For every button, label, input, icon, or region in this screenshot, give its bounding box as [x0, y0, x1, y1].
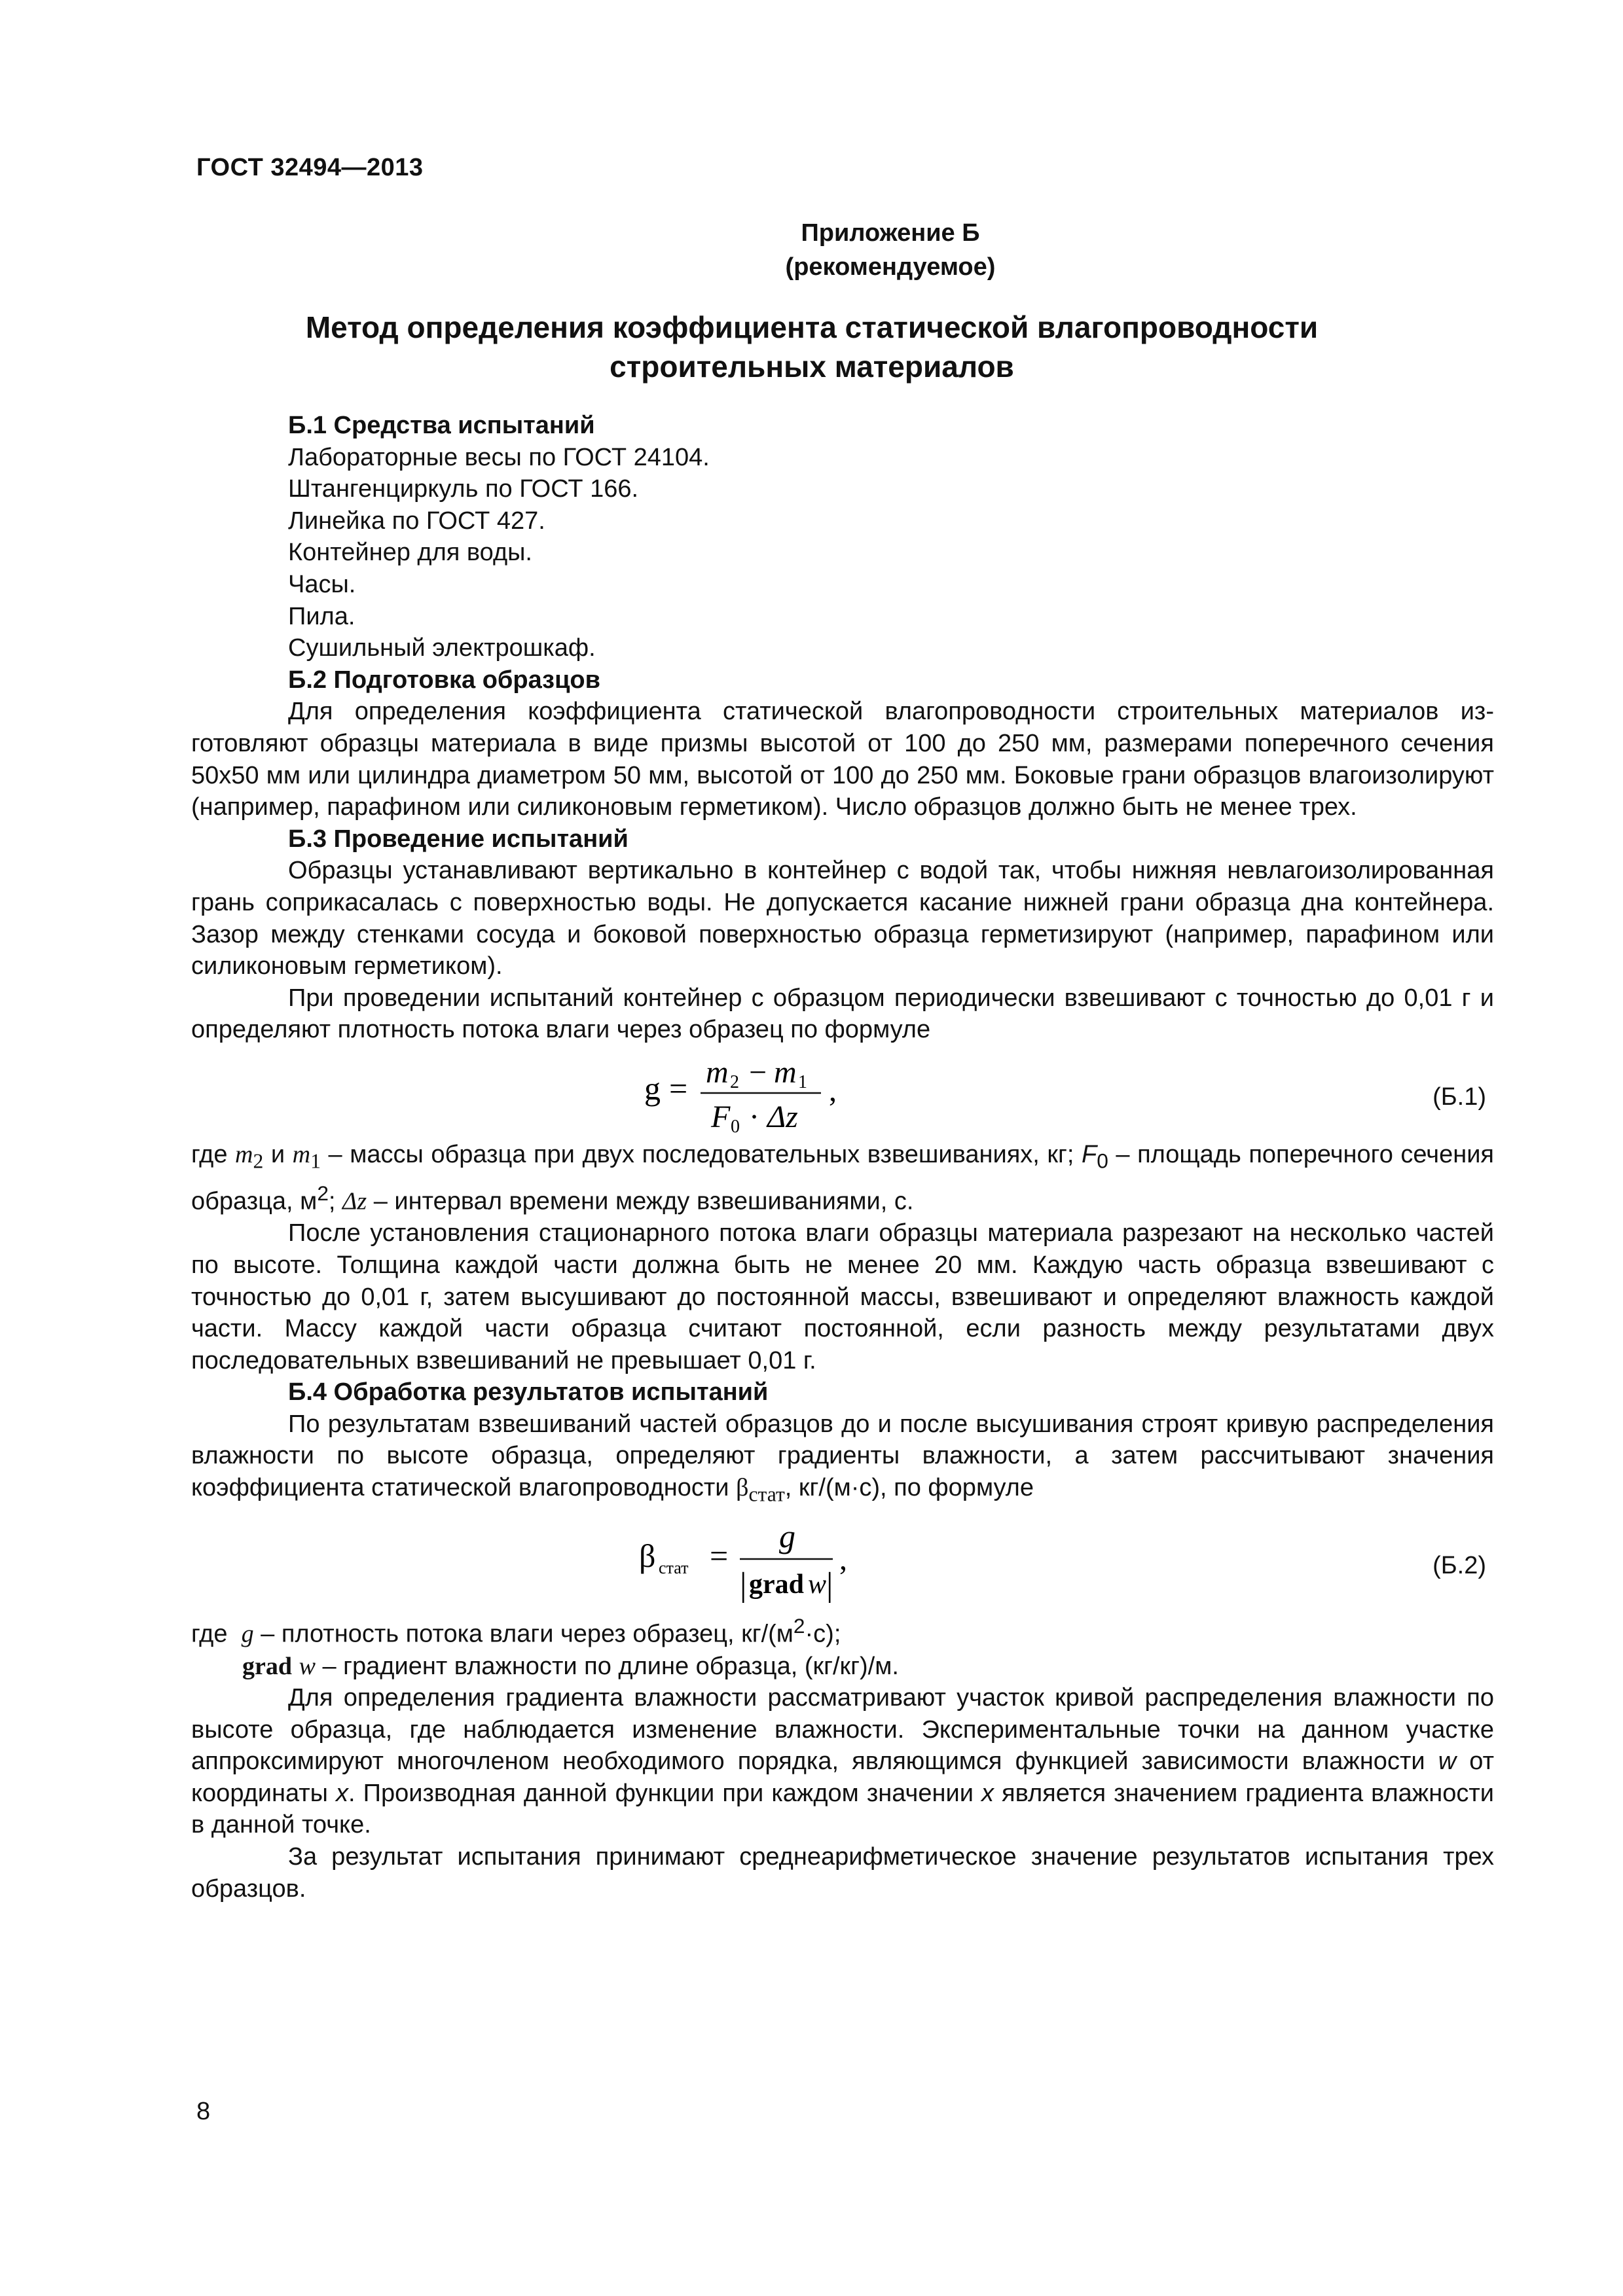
legend-symbol-F0: F [1082, 1140, 1097, 1168]
appendix-status: (рекомендуемое) [785, 253, 996, 281]
legend-symbol-w: w [299, 1652, 316, 1680]
legend-text: – плотность потока влаги через образец, кг/(м [253, 1620, 793, 1648]
formula-b2-beta-sub: стат [659, 1558, 689, 1578]
formula-b2-legend-2 [191, 1651, 1494, 1683]
paragraph-text: По результатам взвешиваний частей образцов до и после высушивания строят кривую распределения влажности по высоте образца, определяют градиенты влажности, а затем рассчитывают значения коэффициента статической влагопроводности [191, 1410, 1494, 1502]
processing-paragraph-3: За результат испытания принимают среднеарифметическое значение результатов испытания трех образцов. [191, 1843, 1494, 1903]
formula-b1-comma: , [829, 1073, 837, 1108]
legend-symbol-m2: m [235, 1140, 253, 1168]
page-number: 8 [196, 2098, 211, 2125]
document-title-line-2: строительных материалов [610, 350, 1014, 384]
processing-paragraph-2 [191, 1682, 1494, 1841]
beta-subscript: стат [748, 1482, 785, 1506]
section-heading-b1: Б.1 Средства испытаний [288, 412, 595, 439]
formula-b1-m2-sub: 2 [730, 1071, 739, 1092]
equipment-item: Лабораторные весы по ГОСТ 24104. [288, 443, 710, 471]
document-body [191, 410, 1494, 1905]
formula-b1-m1-sub: 1 [798, 1071, 807, 1092]
legend-text: где [191, 1140, 236, 1168]
formula-b1-lhs: g [644, 1069, 661, 1107]
formula-b2-beta: β [639, 1537, 656, 1575]
equipment-item: Штангенциркуль по ГОСТ 166. [288, 475, 639, 503]
legend-superscript: 2 [317, 1181, 329, 1206]
symbol-x: x [336, 1779, 349, 1807]
formula-b2-row [191, 1512, 1494, 1610]
formula-b2-abs-left: | [740, 1566, 747, 1604]
formula-b1-dz: Δz [767, 1099, 798, 1134]
formula-b1-legend [191, 1139, 1494, 1217]
legend-text: где [191, 1620, 242, 1648]
paragraph-text: , кг/(м·с), по формуле [784, 1474, 1034, 1502]
paragraph-text: . Производная данной функции при каждом значении [348, 1779, 981, 1807]
testing-paragraph-2: При проведении испытаний контейнер с образцом периодически взвешивают с точностью до 0,01 г и определяют плотность потока влаги через образец по формуле [191, 984, 1494, 1044]
section-heading-b3: Б.3 Проведение испытаний [288, 825, 629, 853]
document-title [275, 308, 1349, 386]
legend-symbol-m1: m [292, 1140, 311, 1168]
formula-b2-w: w [808, 1570, 827, 1600]
legend-text: ·с); [805, 1620, 841, 1648]
legend-symbol-grad: grad [242, 1652, 292, 1680]
testing-paragraph-3: После установления стационарного потока влаги образцы материала разрезают на несколько частей по высоте. Толщина каждой части должна быть не менее 20 мм. Каждую часть образца взвешивают с точностью до 0,01 г, затем высушивают до постоянной массы, взвешивают и определяют влажность каждой части. Массу каждой части образца считают постоянной, если разность между результатами двух последовательных взвешиваний не превышает 0,01 г. [191, 1219, 1494, 1374]
formula-b1-number: (Б.1) [1432, 1083, 1486, 1111]
section-heading-b2: Б.2 Подготовка образцов [288, 666, 601, 694]
symbol-beta: β [736, 1474, 749, 1502]
paragraph-text: является значением градиента влажности в данной точке. [191, 1779, 1494, 1839]
section-heading-b4: Б.4 Обработка результатов испытаний [288, 1378, 769, 1407]
legend-text: – массы образца при двух последовательных взвешиваниях, кг; [320, 1140, 1082, 1168]
formula-b1-equals: = [669, 1069, 688, 1107]
equipment-item: Часы. [288, 570, 356, 598]
formula-b1-m2: m [706, 1054, 729, 1090]
formula-b2 [636, 1512, 872, 1610]
legend-text: – площадь поперечного сечения образца, м [191, 1140, 1494, 1215]
legend-subscript: 2 [253, 1149, 264, 1173]
equipment-item: Линейка по ГОСТ 427. [288, 507, 545, 535]
formula-b2-equals: = [710, 1537, 729, 1575]
formula-b2-g: g [779, 1518, 795, 1555]
legend-text: ; [328, 1187, 343, 1215]
equipment-item: Контейнер для воды. [288, 539, 532, 567]
legend-text: и [263, 1140, 293, 1168]
formula-b2-grad: grad [749, 1570, 804, 1600]
legend-subscript: 0 [1097, 1149, 1108, 1173]
formula-b1-minus: − [749, 1054, 767, 1090]
paragraph-text: от координаты [191, 1748, 1494, 1807]
formula-b2-number: (Б.2) [1432, 1552, 1486, 1580]
symbol-x: x [981, 1779, 994, 1807]
processing-paragraph-1 [191, 1408, 1494, 1511]
legend-text: – интервал времени между взвешиваниями, с. [367, 1187, 914, 1215]
formula-b2-legend-1 [191, 1610, 1494, 1650]
formula-b2-abs-right: | [826, 1566, 833, 1604]
equipment-list [191, 442, 1494, 664]
equipment-item: Сушильный электрошкаф. [288, 634, 596, 662]
formula-b1-row [191, 1047, 1494, 1139]
legend-text: – градиент влажности по длине образца, (кг/кг)/м. [315, 1652, 899, 1680]
formula-b1 [643, 1047, 892, 1139]
legend-symbol-dz: Δz [342, 1187, 367, 1215]
formula-b1-dot: · [749, 1099, 759, 1134]
legend-superscript: 2 [793, 1614, 805, 1638]
formula-b1-F: F [711, 1099, 731, 1134]
standard-code: ГОСТ 32494—2013 [196, 154, 424, 181]
paragraph-text: Для определения градиента влажности рассматривают участок кривой распределения влажности по высоте образца, где наблюдается изменение влажности. Экспериментальные точки на данном участке аппроксимируют многочленом необходимого порядка, являющимся функцией зависимости влажности [191, 1684, 1494, 1776]
symbol-w: w [1438, 1748, 1457, 1776]
legend-subscript: 1 [310, 1149, 321, 1173]
formula-b1-F-sub: 0 [731, 1116, 740, 1137]
legend-symbol-g: g [241, 1620, 254, 1648]
sample-preparation-paragraph: Для определения коэффициента статической влагопроводности строительных материалов изготовляют образцы материала в виде призмы высотой от 100 до 250 мм, размерами поперечного сечения 50х50 мм или цилиндра диаметром 50 мм, высотой от 100 до 250 мм. Боковые грани образцов влагоизолируют (например, парафином или силиконовым герметиком). Число образцов должно быть не менее трех. [191, 698, 1494, 821]
document-title-line-1: Метод определения коэффициента статической влагопроводности [305, 310, 1319, 344]
formula-b2-comma: , [839, 1542, 847, 1577]
equipment-item: Пила. [288, 602, 356, 630]
appendix-title: Приложение Б [801, 219, 980, 247]
appendix-label [655, 216, 1126, 284]
formula-b1-m1: m [774, 1054, 797, 1090]
testing-paragraph-1: Образцы устанавливают вертикально в контейнер с водой так, чтобы нижняя невлагоизолированная грань соприкасалась с поверхностью воды. Не допускается касание нижней грани образца дна контейнера. Зазор между стенками сосуда и боковой поверхностью образца герметизируют (например, парафином или силиконовым герметиком). [191, 857, 1494, 980]
